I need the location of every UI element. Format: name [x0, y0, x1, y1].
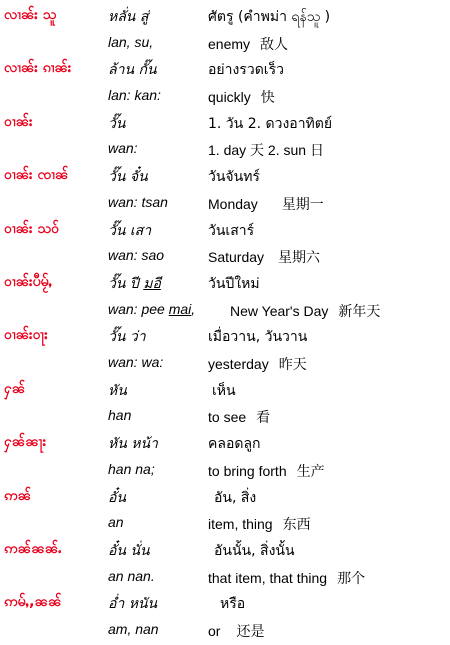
chinese-meaning: 看 [256, 409, 271, 426]
dictionary-entry [0, 589, 450, 642]
romanization: wan: tsan [108, 193, 168, 210]
dictionary-entry [0, 322, 450, 375]
entry-line-secondary [0, 296, 450, 323]
entry-line-primary [0, 429, 450, 456]
shan-word: ဝၢၼ်း သဝ် [4, 220, 59, 237]
english-meaning-group [208, 461, 325, 481]
romanization: han na; [108, 460, 155, 477]
dictionary-entry [0, 269, 450, 322]
romanization: wan: [108, 140, 138, 157]
english-meaning-group [208, 407, 270, 427]
thai-meaning: วันจันทร์ [208, 169, 260, 186]
dictionary-entry [0, 536, 450, 589]
thai-transliteration: วั๊น เสา [108, 222, 152, 239]
thai-meaning: อัน, สิ่ง [214, 489, 257, 506]
thai-meaning: คลอดลูก [208, 436, 261, 453]
thai-meaning: อย่างรวดเร็ว [208, 62, 284, 79]
chinese-meaning: 敌人 [260, 35, 289, 52]
shan-word: လၢၼ်း သူ [4, 7, 57, 23]
romanization: wan: wa: [108, 354, 164, 371]
romanization: wan: sao [108, 247, 165, 264]
chinese-meaning: 生产 [296, 462, 325, 479]
thai-transliteration: ล้าน กั๊น [108, 62, 157, 79]
thai-transliteration: หัน [108, 382, 127, 399]
english-meaning-group [208, 247, 320, 267]
chinese-meaning: 还是 [236, 622, 265, 639]
entry-line-secondary [0, 242, 450, 269]
thai-meaning: 1. วัน 2. ดวงอาทิตย์ [208, 115, 333, 132]
entry-line-primary [0, 109, 450, 136]
english-meaning-group [208, 568, 365, 588]
entry-line-primary [0, 376, 450, 403]
thai-transliteration: หลั่น สู่ [108, 9, 149, 25]
shan-word: ႁၼ်ၼႃး [4, 434, 47, 451]
entry-line-secondary [0, 135, 450, 162]
thai-transliteration: หัน หน้า [108, 436, 158, 453]
entry-line-primary [0, 2, 450, 29]
thai-transliteration [108, 273, 161, 295]
entry-line-secondary [0, 456, 450, 483]
entry-line-primary [0, 162, 450, 189]
english-meaning: yesterday [208, 356, 269, 373]
entry-line-primary [0, 216, 450, 243]
chinese-meaning: 昨天 [278, 356, 307, 373]
english-meaning: to see [208, 409, 247, 426]
romanization-part: wan: pee [108, 300, 169, 317]
romanization-underlined: mai [168, 300, 192, 317]
english-meaning: Monday [208, 195, 258, 212]
thai-meaning: อันนั้น, สิ่งนั้น [214, 542, 295, 559]
entry-line-secondary [0, 29, 450, 56]
english-meaning-group [208, 194, 324, 214]
chinese-meaning: 新年天 [338, 302, 381, 319]
english-meaning: to bring forth [208, 462, 287, 479]
entry-line-primary [0, 536, 450, 563]
shan-word: ဢၼ် [4, 487, 32, 504]
dictionary-entry [0, 483, 450, 536]
dictionary-entry [0, 55, 450, 108]
chinese-meaning: 星期六 [278, 249, 321, 266]
english-meaning: quickly [208, 89, 251, 106]
thai-transliteration: วั๊น จั๋น [108, 169, 148, 186]
english-meaning: Saturday [208, 249, 265, 266]
thai-meaning: เห็น [212, 382, 236, 399]
romanization: am, nan [108, 620, 159, 637]
english-meaning-group [208, 514, 311, 534]
english-meaning-group [208, 621, 264, 641]
english-meaning-group [208, 87, 275, 107]
shan-word: ဢၼ်ၼၼ်ႉ [4, 540, 62, 557]
english-meaning: 1. day 天 2. sun 日 [208, 142, 324, 159]
chinese-meaning: 东西 [282, 516, 311, 533]
shan-word: ဢမ်ႇ,ၼၼ် [4, 594, 62, 611]
english-meaning: enemy [208, 35, 251, 52]
entry-line-primary [0, 483, 450, 510]
entry-line-primary [0, 322, 450, 349]
chinese-meaning: 星期一 [281, 195, 324, 212]
entry-line-secondary [0, 563, 450, 590]
romanization [108, 301, 195, 317]
english-meaning: or [208, 622, 221, 639]
thai-transliteration: วั๊น [108, 115, 126, 132]
english-meaning: that item, that thing [208, 569, 328, 586]
dictionary-entry [0, 2, 450, 55]
thai-transliteration: อั๋น [108, 489, 126, 506]
entry-line-secondary [0, 349, 450, 376]
romanization: lan: kan: [108, 87, 161, 104]
chinese-meaning: 那个 [337, 569, 366, 586]
english-meaning-group [208, 34, 288, 54]
dictionary-entry [0, 162, 450, 215]
shan-word: ဝၢၼ်းဝႃး [4, 327, 48, 344]
romanization: an [108, 514, 124, 531]
english-meaning: New Year's Day [230, 302, 329, 319]
english-meaning-group [208, 354, 307, 374]
entry-line-secondary [0, 189, 450, 216]
thai-transliteration: อ่ำ หนัน [108, 596, 158, 613]
entry-line-secondary [0, 402, 450, 429]
thai-meaning: เมื่อวาน, วันวาน [208, 329, 308, 346]
shan-word: လၢၼ်း ၵၢၼ်း [4, 60, 72, 77]
romanization: han [108, 407, 132, 424]
thai-meaning: ศัตรู (คำพม่า ရန်သူ ) [208, 9, 331, 25]
romanization: lan, su, [108, 33, 154, 50]
entry-line-primary [0, 589, 450, 616]
shan-word: ဝၢၼ်းပီမႂ်ႇ [4, 273, 53, 290]
shan-word: ႁၼ် [4, 380, 26, 397]
dictionary-entry [0, 429, 450, 482]
shan-word: ဝၢၼ်း [4, 113, 33, 130]
romanization-suffix: , [191, 300, 196, 317]
entry-line-secondary [0, 616, 450, 643]
thai-transliteration-part: วั๊น ปี [108, 275, 144, 292]
entry-line-secondary [0, 509, 450, 536]
chinese-meaning: 快 [260, 89, 275, 106]
dictionary-entry [0, 109, 450, 162]
thai-meaning: วันปีใหม่ [208, 275, 260, 292]
english-meaning-group [230, 301, 380, 321]
thai-meaning: หรือ [220, 596, 246, 613]
entry-line-primary [0, 269, 450, 296]
entry-line-secondary [0, 82, 450, 109]
thai-transliteration: อั๋น นั่น [108, 542, 150, 559]
english-meaning: item, thing [208, 516, 273, 533]
dictionary-entry [0, 376, 450, 429]
romanization: an nan. [108, 567, 155, 584]
english-meaning-group [208, 140, 324, 160]
thai-meaning: วันเสาร์ [208, 222, 255, 239]
thai-transliteration: วั๊น ว่า [108, 329, 146, 346]
thai-transliteration-underlined: มอี [143, 275, 161, 292]
entry-line-primary [0, 55, 450, 82]
shan-word: ဝၢၼ်း ၸၢၼ် [4, 167, 69, 184]
dictionary-entry [0, 216, 450, 269]
dictionary-list [0, 2, 450, 643]
